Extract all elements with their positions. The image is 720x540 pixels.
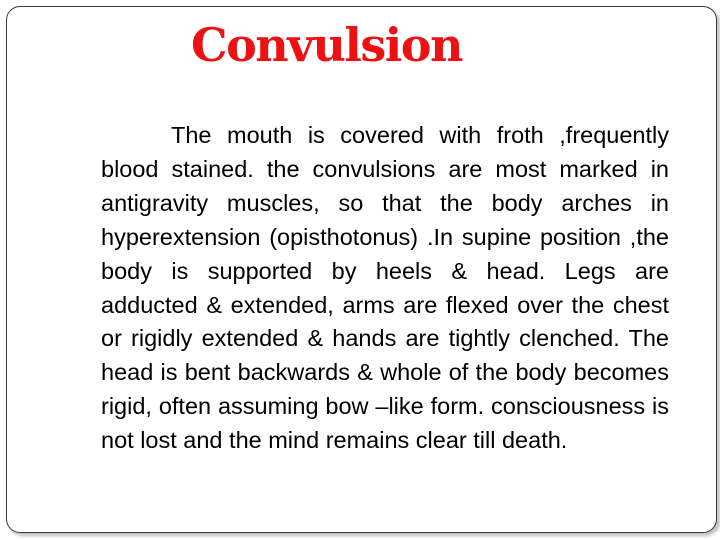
slide-title: Convulsion (191, 18, 462, 72)
slide-body-text: The mouth is covered with froth ,frequently blood stained. the convulsions are most marked in antigravity muscles, so that the body arches in hyperextension (opisthotonus) .In supine position ,the body is supported by heels & head. Legs are adducted & extended, arms are flexed over the chest or rigidly extended & hands are tightly clenched. The head is bent backwards & whole of the body becomes rigid, often assuming bow –like form. consciousness is not lost and the mind remains clear till death. (101, 122, 669, 454)
